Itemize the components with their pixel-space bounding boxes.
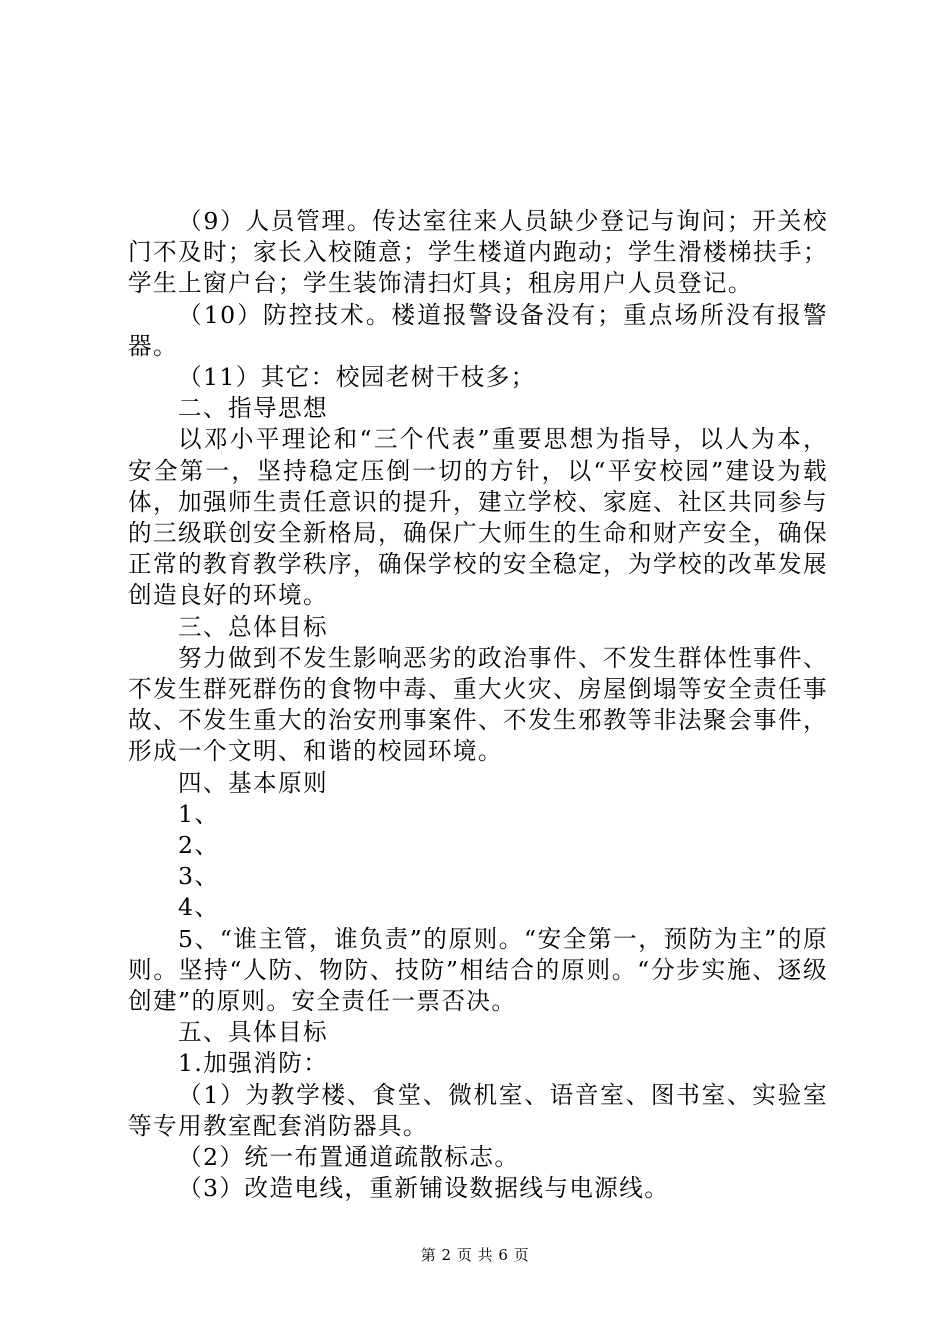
document-body — [128, 206, 828, 1205]
section-heading-basic-principles: 四、基本原则 — [178, 768, 328, 797]
section-heading-specific-goals: 五、具体目标 — [178, 1018, 328, 1047]
list-item-principle-2: 2、 — [178, 831, 220, 860]
paragraph-prevention-technology: （10）防控技术。楼道报警设备没有；重点场所没有报警器。 — [128, 300, 828, 360]
subheading-fire-protection: 1.加强消防： — [178, 1049, 329, 1078]
list-item-evacuation-signs: （2）统一布置通道疏散标志。 — [178, 1143, 520, 1172]
list-item-wiring: （3）改造电线，重新铺设数据线与电源线。 — [178, 1174, 670, 1203]
list-item-principle-5: 5、“谁主管，谁负责”的原则。“安全第一，预防为主”的原则。坚持“人防、物防、技防”相结合的原则。“分步实施、逐级创建”的原则。安全责任一票否决。 — [128, 924, 828, 1016]
page-number-footer: 第 2 页 共 6 页 — [420, 1246, 530, 1264]
paragraph-other: （11）其它：校园老树干枝多； — [178, 363, 536, 392]
paragraph-personnel-management: （9）人员管理。传达室往来人员缺少登记与询问；开关校门不及时；家长入校随意；学生楼道内跑动；学生滑楼梯扶手；学生上窗户台；学生装饰清扫灯具；租房用户人员登记。 — [128, 207, 828, 298]
list-item-principle-1: 1、 — [178, 799, 220, 828]
list-item-principle-4: 4、 — [178, 893, 220, 922]
section-heading-guiding-ideology: 二、指导思想 — [178, 394, 328, 423]
list-item-principle-3: 3、 — [178, 862, 220, 891]
section-heading-overall-goal: 三、总体目标 — [178, 612, 328, 641]
paragraph-overall-goal: 努力做到不发生影响恶劣的政治事件、不发生群体性事件、不发生群死群伤的食物中毒、重大火灾、房屋倒塌等安全责任事故、不发生重大的治安刑事案件、不发生邪教等非法聚会事件，形成一个文明、和谐的校园环境。 — [128, 643, 828, 766]
list-item-fire-equipment: （1）为教学楼、食堂、微机室、语音室、图书室、实验室等专用教室配套消防器具。 — [128, 1080, 828, 1140]
paragraph-guiding-ideology: 以邓小平理论和“三个代表”重要思想为指导，以人为本，安全第一，坚持稳定压倒一切的方针，以“平安校园”建设为载体，加强师生责任意识的提升，建立学校、家庭、社区共同参与的三级联创安全新格局，确保广大师生的生命和财产安全，确保正常的教育教学秩序，确保学校的安全稳定，为学校的改革发展创造良好的环境。 — [128, 425, 828, 610]
